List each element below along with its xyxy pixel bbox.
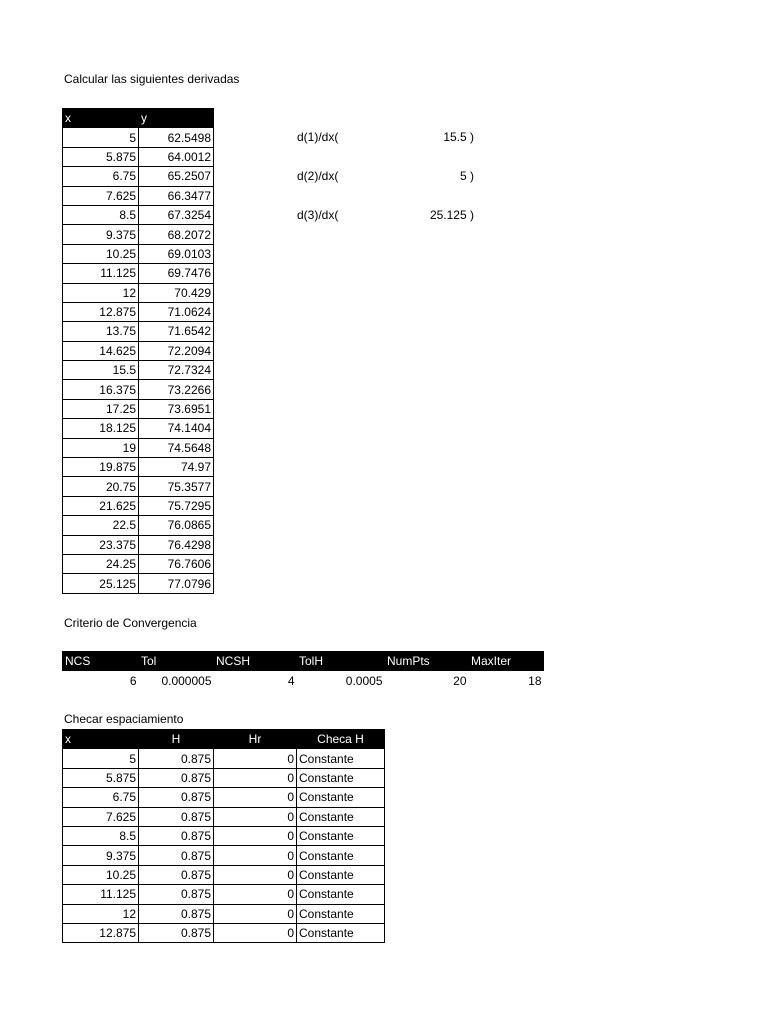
spacing-hr-cell: 0	[214, 885, 297, 904]
x-cell: 19.875	[63, 458, 139, 477]
spacing-hr-header: Hr	[214, 730, 297, 749]
spacing-hr-cell: 0	[214, 768, 297, 787]
xy-header-row	[63, 109, 214, 128]
x-cell: 18.125	[63, 419, 139, 438]
x-cell: 12	[63, 283, 139, 302]
spacing-checa-cell: Constante	[297, 768, 385, 787]
y-cell: 72.7324	[139, 361, 214, 380]
y-cell: 73.6951	[139, 399, 214, 418]
ncs-value: 6	[129, 673, 137, 688]
x-cell: 20.75	[63, 477, 139, 496]
tolh-header: TolH	[297, 652, 385, 671]
table-row	[63, 380, 214, 399]
spacing-h-cell: 0.875	[139, 768, 214, 787]
spacing-x-cell: 12	[63, 904, 139, 923]
x-cell: 10.25	[63, 244, 139, 263]
x-cell: 6.75	[63, 167, 139, 186]
spacing-x-header: x	[63, 730, 139, 749]
y-cell: 62.5498	[139, 128, 214, 147]
derivative-2-label: d(2)/dx(	[297, 169, 339, 183]
xy-data-table	[62, 108, 214, 594]
table-row	[63, 826, 385, 845]
table-row	[63, 225, 214, 244]
y-column-header: y	[139, 109, 214, 128]
y-cell: 76.0865	[139, 516, 214, 535]
spacing-checa-cell: Constante	[297, 865, 385, 884]
spacing-x-cell: 12.875	[63, 923, 139, 942]
spacing-h-cell: 0.875	[139, 749, 214, 768]
derivative-1-label: d(1)/dx(	[297, 130, 339, 144]
convergence-header-row	[63, 652, 544, 671]
spacing-checa-cell: Constante	[297, 788, 385, 807]
x-cell: 5	[63, 128, 139, 147]
table-row	[63, 535, 214, 554]
y-cell: 73.2266	[139, 380, 214, 399]
x-cell: 8.5	[63, 205, 139, 224]
x-cell: 25.125	[63, 574, 139, 593]
spacing-hr-cell: 0	[214, 807, 297, 826]
table-row	[63, 283, 214, 302]
spacing-checa-cell: Constante	[297, 904, 385, 923]
x-cell: 16.375	[63, 380, 139, 399]
y-cell: 66.3477	[139, 186, 214, 205]
y-cell: 71.6542	[139, 322, 214, 341]
table-row	[63, 361, 214, 380]
table-row	[63, 264, 214, 283]
spacing-x-cell: 11.125	[63, 885, 139, 904]
spacing-hr-cell: 0	[214, 749, 297, 768]
x-cell: 24.25	[63, 554, 139, 573]
table-row	[63, 865, 385, 884]
y-cell: 70.429	[139, 283, 214, 302]
y-cell: 69.0103	[139, 244, 214, 263]
table-row	[63, 419, 214, 438]
table-row	[63, 846, 385, 865]
table-row	[63, 399, 214, 418]
spacing-h-cell: 0.875	[139, 885, 214, 904]
table-row	[63, 205, 214, 224]
tol-value: 0.000005	[161, 673, 212, 688]
table-row	[63, 477, 214, 496]
spacing-x-cell: 5.875	[63, 768, 139, 787]
x-cell: 12.875	[63, 302, 139, 321]
y-cell: 76.7606	[139, 554, 214, 573]
table-row	[63, 128, 214, 147]
spacing-h-header: H	[139, 730, 214, 749]
spacing-checa-cell: Constante	[297, 807, 385, 826]
spacing-x-cell: 10.25	[63, 865, 139, 884]
maxiter-value: 18	[528, 673, 542, 688]
convergence-table	[62, 651, 544, 690]
spacing-h-cell: 0.875	[139, 846, 214, 865]
table-row	[63, 458, 214, 477]
derivative-3-value: 25.125 )	[429, 208, 474, 222]
y-cell: 74.5648	[139, 438, 214, 457]
y-cell: 72.2094	[139, 341, 214, 360]
x-cell: 19	[63, 438, 139, 457]
spacing-hr-cell: 0	[214, 923, 297, 942]
table-row	[63, 904, 385, 923]
y-cell: 75.3577	[139, 477, 214, 496]
y-cell: 65.2507	[139, 167, 214, 186]
x-cell: 21.625	[63, 496, 139, 515]
x-cell: 14.625	[63, 341, 139, 360]
y-cell: 71.0624	[139, 302, 214, 321]
convergence-values-row	[63, 671, 544, 690]
spacing-h-cell: 0.875	[139, 904, 214, 923]
spacing-hr-cell: 0	[214, 865, 297, 884]
ncs-header: NCS	[63, 652, 139, 671]
numpts-header: NumPts	[385, 652, 469, 671]
spacing-checa-cell: Constante	[297, 749, 385, 768]
table-row	[63, 186, 214, 205]
derivative-3-label: d(3)/dx(	[297, 208, 339, 222]
spacing-hr-cell: 0	[214, 904, 297, 923]
x-cell: 5.875	[63, 147, 139, 166]
table-row	[63, 167, 214, 186]
table-row	[63, 438, 214, 457]
y-cell: 75.7295	[139, 496, 214, 515]
table-row	[63, 322, 214, 341]
spacing-checa-cell: Constante	[297, 923, 385, 942]
table-row	[63, 341, 214, 360]
spacing-h-cell: 0.875	[139, 923, 214, 942]
table-row	[63, 768, 385, 787]
spacing-x-cell: 9.375	[63, 846, 139, 865]
x-cell: 23.375	[63, 535, 139, 554]
spacing-hr-cell: 0	[214, 846, 297, 865]
maxiter-header: MaxIter	[469, 652, 544, 671]
spacing-x-cell: 5	[63, 749, 139, 768]
table-row	[63, 749, 385, 768]
derivative-2-value: 5 )	[459, 169, 474, 183]
spacing-hr-cell: 0	[214, 826, 297, 845]
tol-header: Tol	[139, 652, 214, 671]
x-cell: 15.5	[63, 361, 139, 380]
table-row	[63, 302, 214, 321]
derivative-1-value: 15.5 )	[443, 130, 474, 144]
table-row	[63, 496, 214, 515]
y-cell: 74.97	[139, 458, 214, 477]
ncsh-value: 4	[287, 673, 295, 688]
ncsh-header: NCSH	[214, 652, 297, 671]
spacing-table	[62, 729, 385, 943]
table-row	[63, 244, 214, 263]
tolh-value: 0.0005	[345, 673, 383, 688]
y-cell: 69.7476	[139, 264, 214, 283]
table-row	[63, 516, 214, 535]
spacing-hr-cell: 0	[214, 788, 297, 807]
y-cell: 74.1404	[139, 419, 214, 438]
spacing-checa-cell: Constante	[297, 826, 385, 845]
numpts-value: 20	[453, 673, 467, 688]
table-row	[63, 807, 385, 826]
x-cell: 13.75	[63, 322, 139, 341]
spacing-x-cell: 8.5	[63, 826, 139, 845]
y-cell: 77.0796	[139, 574, 214, 593]
spacing-x-cell: 6.75	[63, 788, 139, 807]
spacing-h-cell: 0.875	[139, 807, 214, 826]
spacing-checa-cell: Constante	[297, 846, 385, 865]
spacing-h-cell: 0.875	[139, 865, 214, 884]
spacing-x-cell: 7.625	[63, 807, 139, 826]
x-cell: 22.5	[63, 516, 139, 535]
x-cell: 9.375	[63, 225, 139, 244]
table-row	[63, 147, 214, 166]
y-cell: 64.0012	[139, 147, 214, 166]
x-cell: 17.25	[63, 399, 139, 418]
x-cell: 11.125	[63, 264, 139, 283]
spacing-h-cell: 0.875	[139, 788, 214, 807]
spacing-header-row	[63, 730, 385, 749]
table-row	[63, 923, 385, 942]
table-row	[63, 554, 214, 573]
spacing-title: Checar espaciamiento	[64, 712, 184, 726]
page-heading: Calcular las siguientes derivadas	[64, 72, 240, 86]
y-cell: 76.4298	[139, 535, 214, 554]
x-column-header: x	[63, 109, 139, 128]
convergence-title: Criterio de Convergencia	[64, 616, 197, 630]
spacing-checa-header: Checa H	[297, 730, 385, 749]
table-row	[63, 885, 385, 904]
spacing-h-cell: 0.875	[139, 826, 214, 845]
table-row	[63, 788, 385, 807]
table-row	[63, 574, 214, 593]
x-cell: 7.625	[63, 186, 139, 205]
y-cell: 67.3254	[139, 205, 214, 224]
y-cell: 68.2072	[139, 225, 214, 244]
spacing-checa-cell: Constante	[297, 885, 385, 904]
